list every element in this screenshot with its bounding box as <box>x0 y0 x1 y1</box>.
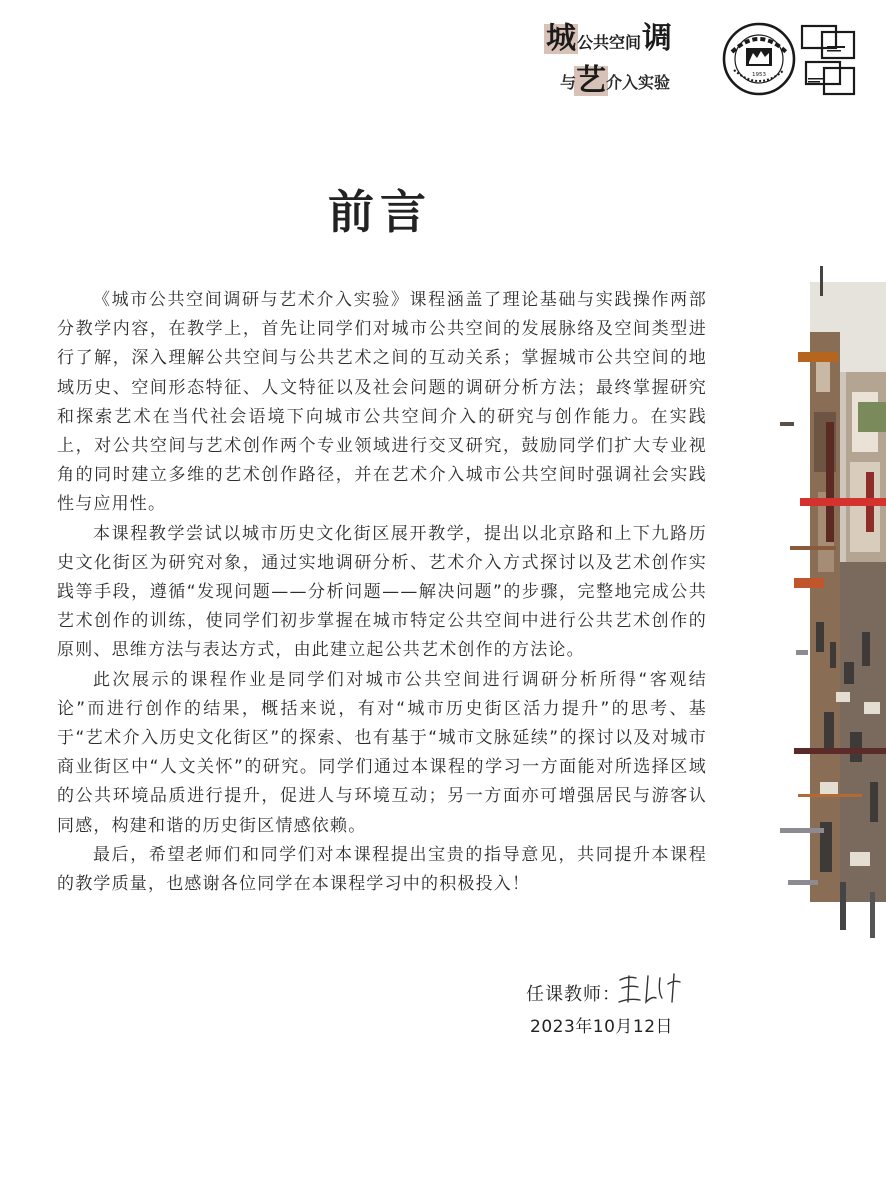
page-title: 前言 <box>328 185 432 239</box>
paragraph-4: 最后，希望老师们和同学们对本课程提出宝贵的指导意见，共同提升本课程的教学质量，也感谢各位同学在本课程学习中的积极投入！ <box>57 844 707 895</box>
instructor-label: 任课教师： <box>526 984 621 1005</box>
course-brand-logo <box>546 20 696 100</box>
brand-char-diao: 调 <box>642 21 673 56</box>
signature-date: 2023年10月12日 <box>530 1017 674 1037</box>
paragraph-1: 《城市公共空间调研与艺术介入实验》课程涵盖了理论基础与实践操作两部分教学内容，在教学上，首先让同学们对城市公共空间的发展脉络及空间类型进行了解，深入理解公共空间与公共艺术之间的互动关系；掌握城市公共空间的地域历史、空间形态特征、人文特征以及社会问题的调研分析方法；最终掌握研究和探索艺术在当代社会语境下向城市公共空间介入的研究与创作能力。在实践上，对公共空间与艺术创作两个专业领域进行交叉研究，鼓励同学们扩大专业视角的同时建立多维的艺术创作路径，并在艺术介入城市公共空间时强调社会实践性与应用性。 <box>57 290 707 515</box>
department-logo <box>800 24 858 98</box>
brand-char-yi: 艺 <box>576 63 607 98</box>
preface-body <box>57 286 707 899</box>
brand-char-cheng: 城 <box>546 21 576 56</box>
signature-block <box>526 968 726 1048</box>
academy-seal-logo <box>722 22 796 96</box>
paragraph-2: 本课程教学尝试以城市历史文化街区展开教学，提出以北京路和上下九路历史文化街区为研究对象，通过实地调研分析、艺术介入方式探讨以及艺术创作实践等手段，遵循“发现问题——分析问题——解决问题”的步骤，完整地完成公共艺术创作的训练，使同学们初步掌握在城市特定公共空间中进行公共艺术创作的原则、思维方法与表达方式，由此建立起公共艺术创作的方法论。 <box>57 523 707 661</box>
brand-text-public-space: 公共空间 <box>577 33 642 52</box>
paragraph-3: 此次展示的课程作业是同学们对城市公共空间进行调研分析所得“客观结论”而进行创作的结果，概括来说，有对“城市历史街区活力提升”的思考、基于“艺术介入历史文化街区”的探索、也有基于“城市文脉延续”的探讨以及对城市商业街区中“人文关怀”的研究。同学们通过本课程的学习一方面能对所选择区域的公共环境品质进行提升，促进人与环境互动；另一方面亦可增强居民与游客认同感，构建和谐的历史街区情感依赖。 <box>57 669 707 836</box>
svg-text:1953: 1953 <box>752 72 766 78</box>
handwritten-signature <box>616 968 688 1008</box>
brand-char-yu: 与 <box>560 73 577 92</box>
street-photo-strip <box>780 262 886 942</box>
brand-text-intervention: 介入实验 <box>606 73 671 92</box>
